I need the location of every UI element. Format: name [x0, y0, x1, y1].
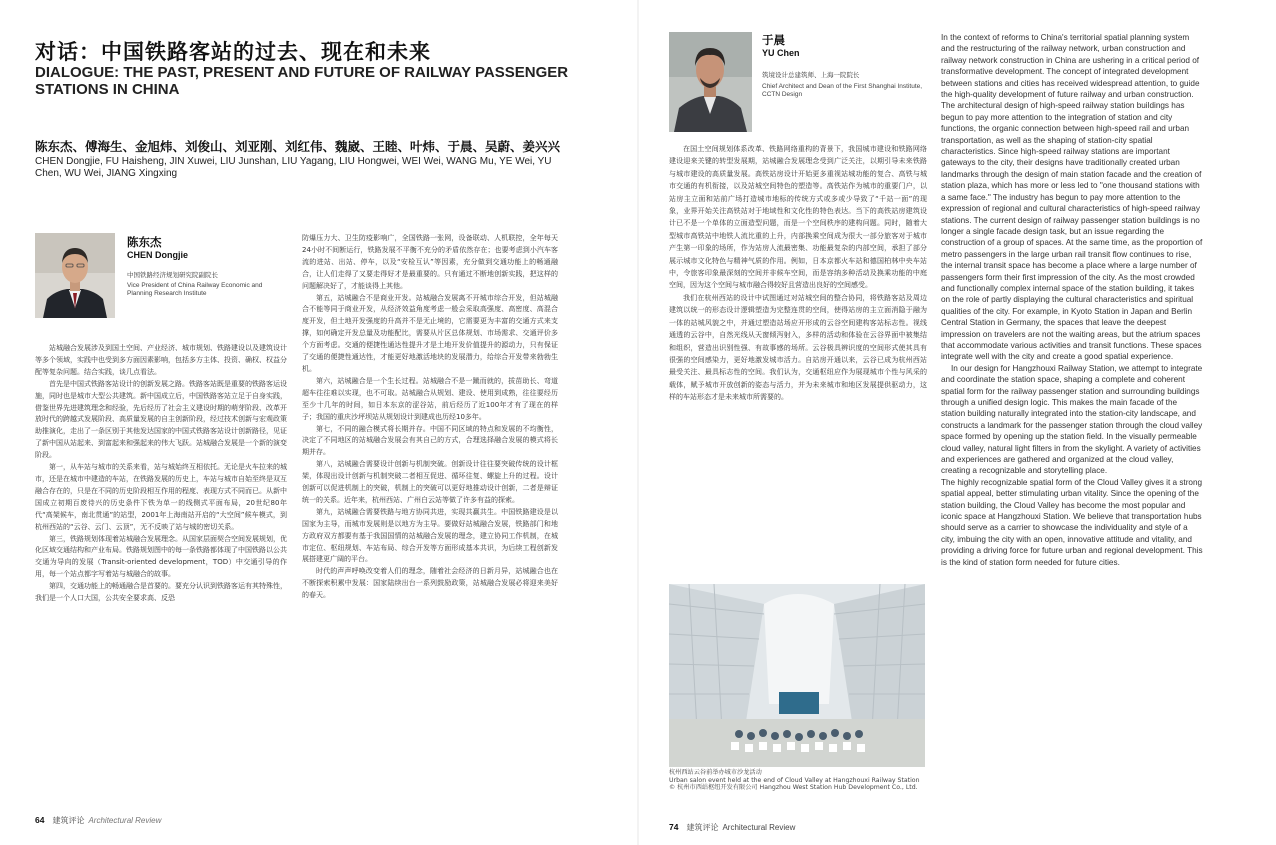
paragraph: 第五，站城融合不是商业开发。站城融合发展离不开城市综合开发，但站城融合不能等同于商业开发，从经济效益角度考虑一般会采取高强度、高密度、高混合度开发，但土地开发强度的升高并不是无止境的，它需要更为丰富的交通方式来支撑，如何确定开发总量及功能配比，需要从片区总体规划、市场需求、交通评价多个方面考虑。交通的便捷性通达性提升才是土地开发价值提升的源动力，只有保证了交通的便捷性通达性，才能更好地激活地块的发展潜力，给综合开发带来勃勃生机。 [302, 293, 558, 373]
page-number: 74 [669, 822, 679, 832]
paragraph: 时代的声声呼唤改变着人们的理念，随着社会经济的日新月异，站城融合也在不断探索积累中发展：国家陆续出台一系列鼓励政策，站城融合发展必将迎来美好的春天。 [302, 567, 558, 600]
speaker-affiliation-cn: 中国铁路经济规划研究院副院长 [127, 271, 218, 279]
paragraph: 站城融合发展涉及到国土空间、产业经济、城市规划、铁路建设以及建筑设计等多个领域，实践中也受到多方面因素影响，包括多方主体、投资、确权、权益分配等复杂问题。结合实践，谈几点看法。 [35, 344, 287, 376]
paragraph: 第一，从车站与城市的关系来看，站与城始终互相依托。无论是火车拉来的城市，还是在城市中建造的车站，在铁路发展的历史上，车站与城市自始至终是双互融合存在的，只是在不同的历史阶段相互作用的程度、表现方式不同而已。从新中国成立初期百废待兴的历史条件下铁为单一的线侧式平面布局，20世纪80年代“高架候车，南北贯通”的站型，2001年上海南站开启的“大空间”候车模式，到杭州西站的“云谷、云门、云顶”，无不反映了站与城的密切关系。 [35, 463, 287, 531]
paragraph: 我们在杭州西站的设计中试图通过对站城空间的整合协同，将铁路客站及周边建筑以统一的形态设计逻辑塑造为完整连贯的空间，使得站房的主立面消隐于融为一体的站城风貌之中，并通过塑造站场应开形成的云谷空间建构客站标志性。视线通透的云谷中，自然光线从天窗倾泻射入，多样的活动和体验在云谷界面中被集结和组织，营造出识别性强、有故事感的场所。云谷极具辨识度的空间形式使其具有很强的空间感染力，更好地激发城市活力。自站房开通以来，云谷已成为杭州西站最受关注、最具标志性的空间。我们认为，交通枢纽应作为展现城市个性与风采的载体，赋予城市开放创新的姿态与活力，并为未来城市和地区发展提供驱动力，这样的车站形态才是未来城市所需要的。 [669, 293, 927, 402]
speaker-affiliation-en-yu: Chief Architect and Dean of the First Shanghai Institute, CCTN Design [762, 83, 923, 98]
paragraph: 第三，铁路规划体现着站城融合发展理念。从国家层面契合空间发展规划，优化区域交通结构和产业布局。铁路规划图中的每一条铁路都体现了中国铁路以公共交通为导向的发展（Transit-oriented development，TOD）中交通引导的作用，每一个站点都字写着站与城融合的故事。 [35, 534, 287, 579]
speaker-affiliation-en: Vice President of China Railway Economic and Planning Research Institute [127, 282, 263, 297]
paragraph: 在国土空间规划体系改革、铁路网络重构的背景下，我国城市建设和铁路网络建设迎来关键的转型发展期，站城融合发展理念受到广泛关注，以期引导未来铁路与城市建设的高质量发展。高铁站房设计开始更多重视站城功能的复合、高铁与城市交通的有机衔接，以及站城空间特色的塑造等。高铁站作为城市的重要门户，以站房主立面和站前广场打造城市地标的传统方式或多或少导致了“千站一面”的现象，业界开始关注高铁站对于地域性和文化性的特色表达。当下的高铁站房建筑设计已不是一个单体的立面造型问题，而是一个空间秩序的建构问题。同时，随着大型城市高铁站中地铁人流比重的上升，内部换乘空间成为很大一部分旅客对于城市产生第一印象的场所，作为站房人流最密集、功能最复杂的内部空间，承担了部分展示城市文化特色与精神气质的作用。例如，日本京都火车站和德国柏林中央车站中，令旅客印象最深刻的空间并非候车空间，而是容纳多种活动及换乘功能的中庭空间，因为这个空间与城市融合得较好且营造出良好的空间感受。 [669, 145, 927, 290]
article-title-cn: 对话：中国铁路客站的过去、现在和未来 [35, 40, 431, 64]
journal-name-cn: 建筑评论 [52, 816, 85, 825]
photo-caption [669, 769, 931, 792]
paragraph: 防爆压力大、卫生防疫影响广，全国铁路一张网，设备联动、人机联控，全年每天24小时不间断运行，铁路发展不平衡不充分的矛盾依然存在；也要考虑到小汽车客流的进站、出站、停车，以及“安检互认”等因素，充分做到交通功能上的畅通融合，让人们走得了又要走得好才是最重要的。只有通过不断地创新实践，把这样的问题解决好了，才能谈得上其他。 [302, 234, 558, 290]
body-column-en-right [941, 32, 1203, 800]
speaker-name-cn-yu: 于晨 [762, 33, 785, 47]
station-photo [669, 584, 925, 767]
body-column-1 [35, 343, 287, 753]
journal-name-cn: 建筑评论 [686, 823, 719, 832]
paragraph: 第六，站城融合是一个生长过程。站城融合不是一蹴而就的，拔苗助长、弯道超车往往难以实现，也不可取。站城融合从规划、建设、使用到成熟，往往要经历至少十几年的时间，如日本东京的涩谷站，前后经历了近100年才有了现在的样子；我国的重庆沙坪坝站从规划设计到建成也历经10多年。 [302, 376, 558, 421]
body-column-cn-right [669, 143, 927, 575]
paragraph: In our design for Hangzhouxi Railway Station, we attempt to integrate and coordinate the station space, shaping a complete and coherent spatial form for the railway passenger station and surrounding buildings through a unified design logic. This makes the main facade of the station building naturally integrated into the station-city landscape, and constructs a landmark for the passenger station through the cloud valley space formed by opening up the station field. In the visually permeable cloud valley, natural light filters in from the skylight. A variety of activities and experiences are gathered and organized at the cloud valley, creating a recognizable and storytelling place. [941, 363, 1203, 476]
journal-name-en: Architectural Review [722, 823, 796, 832]
speaker-affiliation-cn-yu: 筑境设计总建筑师、上海一院院长 [762, 71, 860, 79]
page-number: 64 [35, 815, 45, 825]
paragraph: 首先是中国式铁路客站设计的创新发展之路。铁路客站既是重要的铁路客运设施，同时也是城市大型公共建筑。新中国成立后，中国铁路客站立足于自身实践，借鉴世界先进建筑理念和经验，先后经历了社会主义建设时期的萌芽阶段、改革开放时代的跨越式发展阶段、高质量发展的自主创新阶段，经过技术创新与宏观政策助推演化，走出了一条区别于其他发达国家的中国式铁路客站设计创新路径，见证了新中国从站起来、到富起来和强起来的伟大飞跃。站城融合发展是一个新的演变阶段。 [35, 379, 287, 460]
body-column-2 [302, 233, 558, 753]
paragraph: 第八，站城融合需要设计创新与机制突破。创新设计往往要突破传统的设计框架，体现出设计创新与机制突破二者相互促进、循环往复、螺旋上升的过程。设计创新可以促进机制上的突破，机制上的突破可以更好地推动设计创新，二者是辩证统一的关系。近年来，杭州西站、广州白云站等做了许多有益的探索。 [302, 460, 558, 504]
paragraph: 第七，不同的融合模式将长期并存。中国不同区域的特点和发展的不均衡性，决定了不同地区的站城融合发展会有其自己的方式，合理选择融合发展的模式将长期并存。 [302, 424, 558, 457]
portrait-chen-dongjie [35, 233, 115, 318]
caption-credit: © 杭州市西站枢纽开发有限公司 Hangzhou West Station Hub Development Co., Ltd. [669, 784, 918, 792]
speaker-name-en-yu: YU Chen [762, 48, 800, 58]
speaker-name-cn: 陈东杰 [127, 235, 162, 249]
portrait-yu-chen [669, 32, 752, 132]
speaker-name-en: CHEN Dongjie [127, 250, 189, 260]
caption-en: Urban salon event held at the end of Cloud Valley at Hangzhouxi Railway Station [669, 776, 920, 784]
paragraph: 第九，站城融合需要铁路与地方协同共进，实现共赢共生。中国铁路建设是以国家为主导，而城市发展则是以地方为主导。要做好站城融合发展，铁路部门和地方政府双方都要有基于我国国情的站城融合发展的理念，建立协同工作机制，在城市定位、枢纽规划、车站布局、综合开发等方面形成基本共识，为后续工程创新发展搭建更广阔的平台。 [302, 507, 558, 564]
right-page-folio [669, 822, 795, 833]
paragraph: In the context of reforms to China's territorial spatial planning system and the restructuring of the railway network, urban construction and railway network construction in China are ushering in a critical period of transformative development. The concept of integrated development between stations and cities has received widespread attention, to guide the high-quality development of future railway and urban construction. The architectural design of high-speed railway station buildings has begun to pay more attention to the integration of station and city functions, the organic connection between high-speed rail and urban transportation, as well as the shaping of station-city spatial characteristics. Since high-speed railway stations are important gateways to the city, their designs have traditionally created urban landmarks through the design of main station facade and the creation of station plaza, which has more or less led to "one thousand stations with a same face." The industry has begun to pay more attention to the expression of regional and cultural characteristics of high-speed railway stations. The current design of railway passenger station buildings is no longer a single facade design task, but an issue regarding the construction of a group of spaces. At the same time, as the proportion of metro passengers in the large urban rail transit flow continues to rise, the internal transit space has become a place where a large number of passengers form their first impression of the city. As the most crowded and functionally complex internal space of the station building, it takes on the role of partly displaying the cultural characteristics and spiritual qualities of the city. For example, in Kyoto Station in Japan and Berlin Central Station in Germany, the spaces that leave the deepest impression on travelers are not the waiting areas, but the atrium spaces that accommodate various activities and transit functions. These spaces integrate well with the city and create a good spatial experience. [941, 33, 1203, 362]
authors-en: CHEN Dongjie, FU Haisheng, JIN Xuwei, LIU Junshan, LIU Yagang, LIU Hongwei, WEI Wei, WANG Mu, YE Wei, YU Chen, WU Wei, JIANG Xingxing [35, 156, 552, 179]
article-title-en: DIALOGUE: THE PAST, PRESENT AND FUTURE OF RAILWAY PASSENGER STATIONS IN CHINA [35, 64, 569, 98]
left-page-folio [35, 815, 161, 826]
paragraph: 第四，交通功能上的畅通融合是首要的。要充分认识到铁路客运有其特殊性，我们是一个人口大国，公共安全要求高、反恐 [35, 582, 287, 603]
journal-name-en: Architectural Review [88, 816, 162, 825]
caption-cn: 杭州西站云谷前举办城市沙龙活动 [669, 769, 762, 776]
paragraph: The highly recognizable spatial form of the Cloud Valley gives it a strong spatial appeal, better stimulating urban vitality. Since the opening of the station building, the Cloud Valley has become the most popular and iconic space at Hangzhouxi Station. We believe that transportation hubs should serve as a carrier to showcase the individuality and style of a city, imbuing the city with an open, innovative attitude and vitality, and providing a driving force for future urban and regional development. This is the kind of station form needed for future cities. [941, 477, 1203, 567]
authors-cn: 陈东杰、傅海生、金旭炜、刘俊山、刘亚刚、刘红伟、魏崴、王睦、叶炜、于晨、吴蔚、姜兴兴 [35, 139, 561, 154]
